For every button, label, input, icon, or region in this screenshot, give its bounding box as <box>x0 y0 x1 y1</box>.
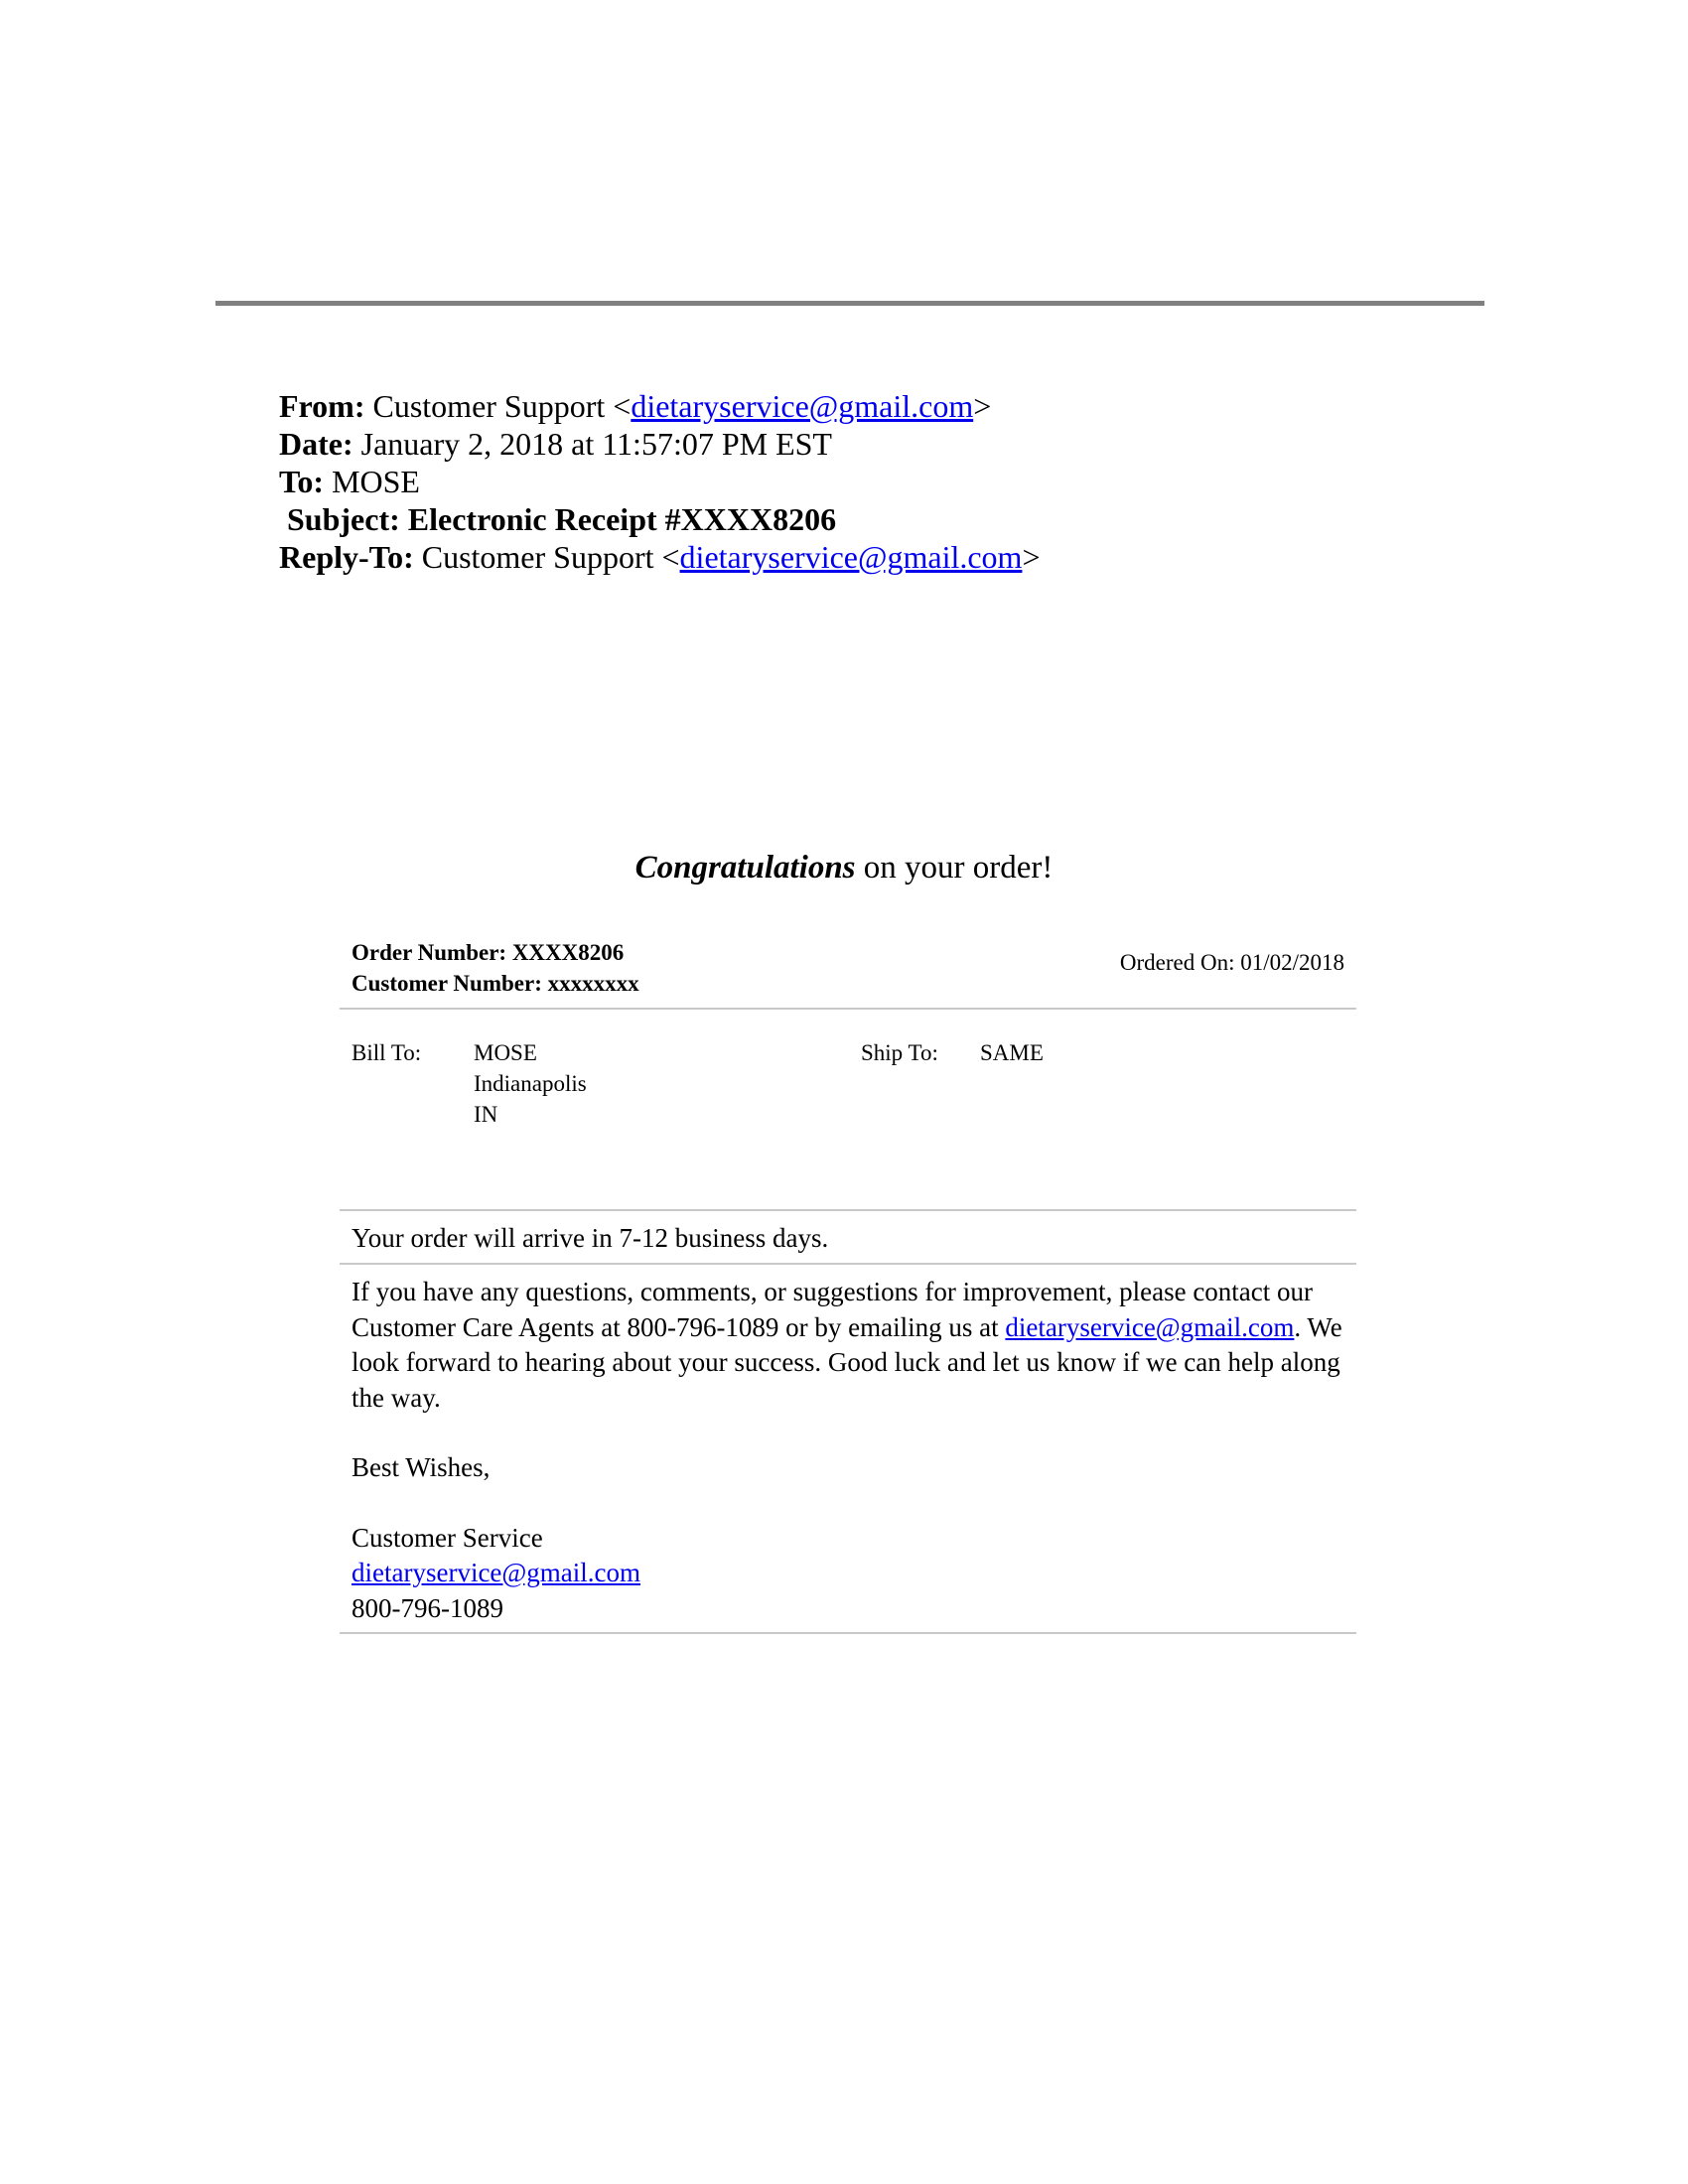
ordered-on: Ordered On: 01/02/2018 <box>1119 950 1344 975</box>
bill-to-line: IN <box>474 1102 498 1127</box>
reply-to-row: Reply-To: Customer Support <dietaryservice@gmail.com> <box>279 539 1041 575</box>
date-row <box>279 425 1040 463</box>
customer-number: Customer Number: xxxxxxxx <box>352 971 639 996</box>
reply-to-label: Reply-To: <box>279 539 422 575</box>
bill-to-line: MOSE <box>474 1040 537 1065</box>
subject-row <box>279 500 1040 538</box>
contact-text-1: If you have any questions, comments, or suggestions for improvement, please contact our Customer Care Agents at 800-796-1089 or by emailing us at <box>352 1277 1314 1342</box>
top-divider <box>215 301 1484 306</box>
reply-to-email-link[interactable]: dietaryservice@gmail.com <box>679 539 1023 575</box>
congrats-emphasis: Congratulations <box>634 850 856 886</box>
ship-to-value: SAME <box>980 1040 1044 1065</box>
from-row: From: Customer Support <dietaryservice@gmail.com> <box>279 388 992 424</box>
from-name: Customer Support <box>372 388 606 424</box>
subject-label: Subject: <box>287 501 408 537</box>
bill-to-address <box>474 1037 587 1130</box>
from-email-link[interactable]: dietaryservice@gmail.com <box>631 388 974 424</box>
ship-to-label: Ship To: <box>861 1040 938 1065</box>
signature-phone: 800-796-1089 <box>352 1592 503 1623</box>
order-summary <box>340 933 1356 1208</box>
to-value: MOSE <box>332 464 420 499</box>
email-header <box>279 387 1040 576</box>
arrival-notice: Your order will arrive in 7-12 business days. <box>340 1209 1356 1265</box>
contact-text-2: . We look forward to hearing about your success. Good luck and let us know if we can help along the way. <box>352 1311 1342 1413</box>
from-label: From: <box>279 388 373 424</box>
bill-to-line: Indianapolis <box>474 1071 587 1096</box>
signature-name: Customer Service <box>352 1522 543 1553</box>
signature-email-link[interactable]: dietaryservice@gmail.com <box>352 1558 641 1587</box>
address-section <box>340 1010 1356 1208</box>
to-label: To: <box>279 464 333 499</box>
date-value: January 2, 2018 at 11:57:07 PM EST <box>360 426 832 462</box>
contact-email-link[interactable]: dietaryservice@gmail.com <box>1005 1311 1295 1342</box>
reply-to-name: Customer Support <box>421 539 654 575</box>
message-section <box>340 1209 1356 1634</box>
subject-value: Electronic Receipt #XXXX8206 <box>407 501 837 537</box>
order-header <box>340 933 1356 1010</box>
message-body <box>340 1265 1356 1634</box>
bill-to-label: Bill To: <box>352 1040 422 1065</box>
closing: Best Wishes, <box>352 1452 491 1482</box>
date-label: Date: <box>279 426 361 462</box>
order-number: Order Number: XXXX8206 <box>352 940 625 965</box>
contact-paragraph <box>352 1275 1344 1416</box>
to-row <box>279 463 1040 500</box>
congrats-rest: on your order! <box>855 850 1054 886</box>
congrats-heading <box>0 850 1688 887</box>
